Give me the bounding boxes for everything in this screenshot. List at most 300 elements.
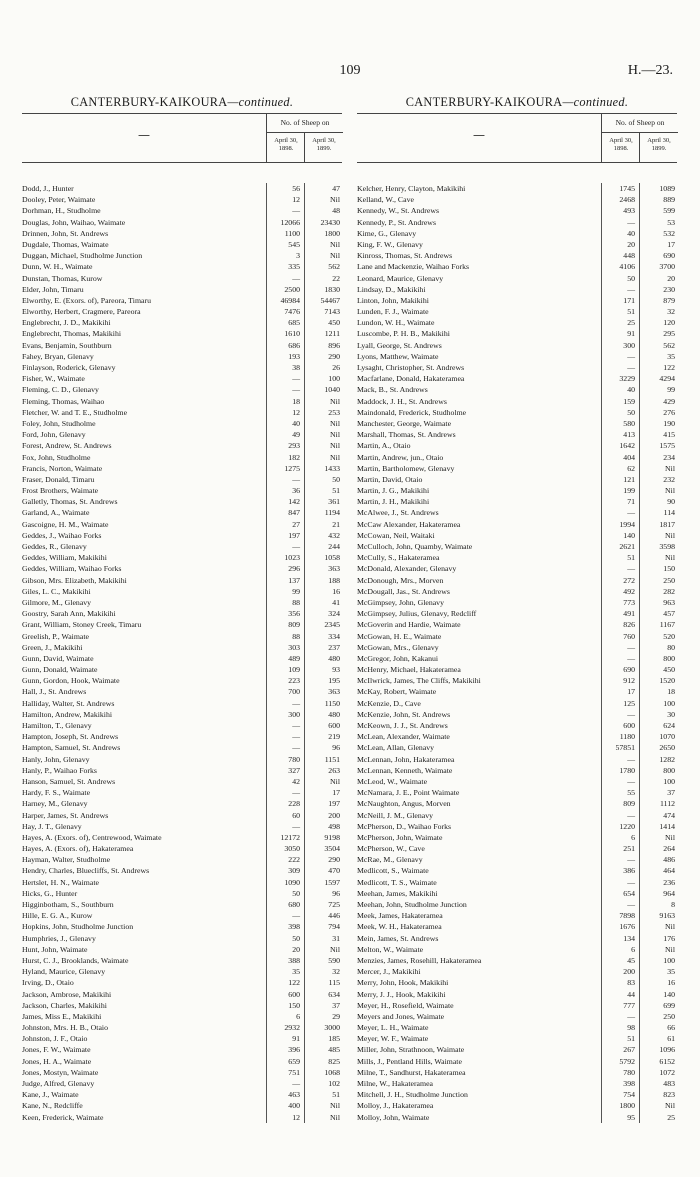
sheep-1898-cell: — <box>627 1011 635 1021</box>
table-row <box>357 1033 677 1044</box>
sheep-1898-cell: — <box>292 721 300 730</box>
sheep-1899-cell: 361 <box>328 497 340 507</box>
table-row <box>357 429 677 440</box>
sheep-1898-cell: 95 <box>627 1112 635 1122</box>
sheep-1898-cell: — <box>292 698 300 708</box>
sheep-1899-cell: 1089 <box>659 184 675 193</box>
owner-name-cell: Judge, Alfred, Glenavy <box>22 1079 95 1088</box>
sheep-1898-cell: 251 <box>623 844 635 854</box>
owner-name-cell: King, F. W., Glenavy <box>357 239 423 249</box>
sheep-1899-cell: 114 <box>663 508 675 518</box>
table-row <box>22 586 342 597</box>
table-row <box>357 619 677 630</box>
table-row <box>357 921 677 932</box>
sheep-1899-cell: 1070 <box>659 732 675 742</box>
table-row <box>22 507 342 518</box>
sheep-1898-cell: 17 <box>627 687 635 697</box>
table-row <box>22 642 342 653</box>
table-row <box>357 418 677 429</box>
sheep-1899-cell: 250 <box>663 1011 675 1021</box>
sheep-1899-cell: 32 <box>667 307 675 317</box>
sheep-1899-cell: 30 <box>667 709 675 719</box>
column-title-main: CANTERBURY-KAIKOURA <box>405 95 563 109</box>
owner-name-cell: Fahey, Bryan, Glenavy <box>22 351 94 361</box>
sheep-1899-cell: Nil <box>330 776 340 786</box>
owner-name-cell: Kinross, Thomas, St. Andrews <box>357 251 453 261</box>
date-1899-header: April 30, 1899. <box>312 137 336 152</box>
table-row <box>357 686 677 697</box>
sheep-1898-cell: 654 <box>623 888 635 898</box>
table-row <box>22 1056 342 1067</box>
sheep-1898-cell: 545 <box>288 239 300 249</box>
owner-name-cell: Hamilton, T., Glenavy <box>22 721 92 730</box>
table-row <box>357 396 677 407</box>
date-1899-header: April 30, 1899. <box>647 137 671 152</box>
owner-name-cell: McHenry, Michael, Hakateramea <box>357 665 461 675</box>
sheep-1899-cell: 32 <box>332 967 340 977</box>
sheep-1898-cell: 36 <box>292 486 300 496</box>
owner-name-cell: McKeown, J. J., St. Andrews <box>357 721 448 730</box>
sheep-1899-cell: 1040 <box>324 385 340 395</box>
sheep-1898-cell: — <box>627 363 635 372</box>
table-row <box>22 854 342 865</box>
sheep-1899-cell: 2650 <box>659 743 675 753</box>
owner-name-cell: McDougall, Jas., St. Andrews <box>357 586 450 596</box>
owner-name-cell: Gunn, Gordon, Hook, Waimate <box>22 676 120 686</box>
table-row <box>22 944 342 955</box>
owner-name-cell: Garland, A., Waimate <box>22 508 90 518</box>
table-row <box>357 586 677 597</box>
sheep-1898-cell: 18 <box>292 396 300 406</box>
table-row <box>22 1112 342 1123</box>
owner-name-cell: McLeod, W., Waimate <box>357 776 428 786</box>
owner-name-cell: Linton, John, Makikihi <box>357 295 429 305</box>
owner-name-cell: Martin, J. G., Makikihi <box>357 486 430 496</box>
owner-name-cell: Meyer, H., Rosefield, Waimate <box>357 1000 454 1010</box>
sheep-1898-cell: 1610 <box>284 329 300 339</box>
sheep-1898-cell: 20 <box>627 239 635 249</box>
table-row <box>357 631 677 642</box>
sheep-1898-cell: 42 <box>292 776 300 786</box>
sheep-1898-cell: 171 <box>623 295 635 305</box>
sheep-1898-cell: 122 <box>288 978 300 988</box>
owner-name-cell: McLean, Allan, Glenavy <box>357 743 435 753</box>
owner-name-cell: Gilmore, M., Glenavy <box>22 597 92 607</box>
sheep-1899-cell: 1211 <box>324 329 340 339</box>
table-row <box>22 205 342 216</box>
owner-name-cell: Molloy, John, Waimate <box>357 1112 430 1122</box>
table-row <box>357 194 677 205</box>
sheep-1898-cell: 303 <box>288 642 300 652</box>
owner-name-cell: Evans, Benjamin, Southburn <box>22 340 112 350</box>
sheep-1898-cell: — <box>627 642 635 652</box>
sheep-1899-cell: 290 <box>328 351 340 361</box>
table-body <box>22 183 342 1123</box>
sheep-1898-cell: 222 <box>288 855 300 865</box>
sheep-1898-cell: 600 <box>288 989 300 999</box>
owner-name-cell: Leonard, Maurice, Glenavy <box>357 273 444 283</box>
owner-name-cell: McCowan, Neil, Waitaki <box>357 530 435 540</box>
sheep-1898-cell: 51 <box>627 1034 635 1044</box>
owner-name-cell: McAlwee, J., St. Andrews <box>357 508 439 518</box>
sheep-1899-cell: 889 <box>663 195 675 205</box>
table-row <box>357 899 677 910</box>
table-row <box>22 440 342 451</box>
table-row <box>22 295 342 306</box>
owner-name-cell: Goostry, Sarah Ann, Makikihi <box>22 609 116 619</box>
sheep-1899-cell: Nil <box>330 251 340 261</box>
table-row <box>357 530 677 541</box>
table-row <box>357 250 677 261</box>
sheep-1898-cell: 463 <box>288 1090 300 1100</box>
owner-name-cell: Meehan, James, Makikihi <box>357 888 438 898</box>
table-row <box>22 261 342 272</box>
sheep-1898-cell: 20 <box>292 944 300 954</box>
table-row <box>357 384 677 395</box>
sheep-1899-cell: 800 <box>663 765 675 775</box>
sheep-1898-cell: 780 <box>288 754 300 764</box>
sheep-1899-cell: 3700 <box>659 262 675 272</box>
sheep-1898-cell: 356 <box>288 609 300 619</box>
table-row <box>22 1044 342 1055</box>
sheep-1898-cell: 7898 <box>619 911 635 921</box>
sheep-1899-cell: 16 <box>667 978 675 988</box>
table-row <box>22 541 342 552</box>
sheep-1899-cell: 1112 <box>659 799 675 809</box>
sheep-1898-cell: 489 <box>288 653 300 663</box>
sheep-1898-cell: 1780 <box>619 765 635 775</box>
owner-name-cell: Fletcher, W. and T. E., Studholme <box>22 407 128 417</box>
table-row <box>22 485 342 496</box>
sheep-1898-cell: 25 <box>627 318 635 328</box>
sheep-1898-cell: 413 <box>623 430 635 440</box>
owner-name-cell: Hertslet, H. N., Waimate <box>22 877 99 887</box>
owner-name-cell: Jones, Mostyn, Waimate <box>22 1067 99 1077</box>
sheep-1899-cell: 1817 <box>659 519 675 529</box>
sheep-1899-cell: 195 <box>328 676 340 686</box>
sheep-1899-cell: 599 <box>663 206 675 216</box>
owner-name-cell: Hanson, Samuel, St. Andrews <box>22 776 116 786</box>
sheep-1899-cell: 429 <box>663 396 675 406</box>
table-row <box>22 619 342 630</box>
table-row <box>22 452 342 463</box>
owner-name-cell: Mack, B., St. Andrews <box>357 385 428 395</box>
sheep-1898-cell: 448 <box>623 251 635 261</box>
sheep-count-header: No. of Sheep on <box>266 114 343 133</box>
table-row <box>22 575 342 586</box>
sheep-1898-cell: 398 <box>623 1079 635 1088</box>
owner-name-cell: Fraser, Donald, Timaru <box>22 474 95 484</box>
sheep-1899-cell: 1414 <box>659 821 675 831</box>
owner-name-cell: Maindonald, Frederick, Studholme <box>357 407 467 417</box>
sheep-1899-cell: 725 <box>328 900 340 909</box>
sheep-1898-cell: 3050 <box>284 844 300 854</box>
owner-name-cell: Elworthy, Herbert, Cragmere, Pareora <box>22 307 141 317</box>
sheep-1899-cell: 1096 <box>659 1045 675 1055</box>
sheep-1899-cell: 562 <box>663 340 675 350</box>
table-row <box>22 653 342 664</box>
owner-name-cell: Geddes, William, Makikihi <box>22 553 107 563</box>
owner-name-cell: Dunn, W. H., Waimate <box>22 262 93 272</box>
sheep-1898-cell: 12 <box>292 1112 300 1122</box>
sheep-1899-cell: Nil <box>330 195 340 205</box>
table-row <box>357 798 677 809</box>
table-row <box>357 452 677 463</box>
sheep-1899-cell: 122 <box>663 363 675 372</box>
table-row <box>357 653 677 664</box>
sheep-1899-cell: 483 <box>663 1079 675 1088</box>
owner-name-cell: Meek, W. H., Hakateramea <box>357 922 442 932</box>
sheep-1898-cell: 62 <box>627 463 635 473</box>
sheep-1899-cell: 879 <box>663 295 675 305</box>
table-row <box>357 340 677 351</box>
table-row <box>22 474 342 485</box>
sheep-1899-cell: 1072 <box>659 1067 675 1077</box>
table-row <box>357 597 677 608</box>
sheep-1899-cell: 324 <box>328 609 340 619</box>
owner-name-cell: Hicks, G., Hunter <box>22 888 78 898</box>
table-row <box>357 1000 677 1011</box>
table-row <box>22 463 342 474</box>
sheep-1899-cell: 450 <box>663 665 675 675</box>
table-row <box>22 631 342 642</box>
sheep-1899-cell: 47 <box>332 184 340 193</box>
sheep-1899-cell: 276 <box>663 407 675 417</box>
sheep-1898-cell: 1800 <box>619 1101 635 1111</box>
table-row <box>22 273 342 284</box>
sheep-1898-cell: 55 <box>627 788 635 798</box>
sheep-1898-cell: — <box>627 810 635 820</box>
sheep-1898-cell: 293 <box>288 441 300 451</box>
sheep-1899-cell: 1520 <box>659 676 675 686</box>
sheep-1899-cell: 2345 <box>324 620 340 630</box>
sheep-1899-cell: 25 <box>667 1112 675 1122</box>
sheep-1898-cell: 296 <box>288 564 300 574</box>
table-row <box>357 832 677 843</box>
sheep-1898-cell: 1745 <box>619 184 635 193</box>
page-number: 109 <box>339 63 361 78</box>
sheep-1899-cell: 825 <box>328 1056 340 1066</box>
sheep-1898-cell: 659 <box>288 1056 300 1066</box>
sheep-1898-cell: — <box>627 900 635 909</box>
owner-name-cell: McLennan, Kenneth, Waimate <box>357 765 453 775</box>
sheep-1899-cell: 9198 <box>324 832 340 842</box>
sheep-1899-cell: 699 <box>663 1000 675 1010</box>
owner-name-cell: Martin, J. H., Makikihi <box>357 497 430 507</box>
table-row <box>22 675 342 686</box>
sheep-1898-cell: 386 <box>623 866 635 876</box>
sheep-1899-cell: 823 <box>663 1090 675 1100</box>
owner-name-cell: Dooley, Peter, Waimate <box>22 195 96 205</box>
owner-name-cell: Johnston, J. F., Otaio <box>22 1034 88 1044</box>
owner-name-cell: Lane and Mackenzie, Waihao Forks <box>357 262 470 272</box>
table-row <box>22 1089 342 1100</box>
date-1898-header: April 30, 1898. <box>274 137 298 152</box>
sheep-1899-cell: 53 <box>667 217 675 227</box>
sheep-1898-cell: 27 <box>292 519 300 529</box>
table-row <box>22 966 342 977</box>
table-row <box>357 910 677 921</box>
sheep-1898-cell: — <box>292 788 300 798</box>
table-row <box>357 1056 677 1067</box>
table-row <box>22 1033 342 1044</box>
table-row <box>22 955 342 966</box>
owner-name-cell: Dorhman, H., Studholme <box>22 206 101 216</box>
sheep-1898-cell: 12 <box>292 195 300 205</box>
table-row <box>22 306 342 317</box>
table-row <box>357 463 677 474</box>
sheep-1899-cell: 1830 <box>324 284 340 294</box>
sheep-1899-cell: Nil <box>330 944 340 954</box>
sheep-1899-cell: 7143 <box>324 307 340 317</box>
owner-name-cell: McDonald, Alexander, Glenavy <box>357 564 457 574</box>
owner-name-cell: Dunstan, Thomas, Kurow <box>22 273 103 283</box>
sheep-1899-cell: 480 <box>328 709 340 719</box>
sheep-1898-cell: 88 <box>292 597 300 607</box>
owner-name-cell: Francis, Norton, Waimate <box>22 463 103 473</box>
owner-name-cell: Halliday, Walter, St. Andrews <box>22 698 115 708</box>
sheep-1899-cell: 29 <box>332 1011 340 1021</box>
sheep-1898-cell: 272 <box>623 575 635 585</box>
sheep-1898-cell: 1023 <box>284 553 300 563</box>
owner-name-cell: Kennedy, W., St. Andrews <box>357 206 440 216</box>
table-row <box>22 686 342 697</box>
table-row <box>357 217 677 228</box>
table-row <box>357 273 677 284</box>
table-row <box>22 407 342 418</box>
sheep-1898-cell: — <box>292 911 300 921</box>
owner-name-cell: Forest, Andrew, St. Andrews <box>22 441 112 451</box>
column-divider <box>639 183 640 1123</box>
sheep-1899-cell: 22 <box>332 273 340 283</box>
owner-name-cell: Meyers and Jones, Waimate <box>357 1011 445 1021</box>
sheep-1899-cell: 197 <box>328 799 340 809</box>
sheep-1898-cell: 580 <box>623 418 635 428</box>
sheep-1899-cell: 253 <box>328 407 340 417</box>
right-column <box>357 93 677 1123</box>
sheep-1899-cell: Nil <box>330 430 340 440</box>
table-body <box>357 183 677 1123</box>
owner-name-cell: McGimpsey, John, Glenavy <box>357 597 444 607</box>
table-row <box>357 989 677 1000</box>
sheep-1898-cell: 35 <box>292 967 300 977</box>
sheep-1898-cell: 1676 <box>619 922 635 932</box>
sheep-1899-cell: Nil <box>330 441 340 451</box>
owner-name-cell: Hay, J. T., Glenavy <box>22 821 82 831</box>
owner-name-cell: Keen, Frederick, Waimate <box>22 1112 104 1122</box>
sheep-1899-cell: 48 <box>332 206 340 216</box>
table-row <box>22 1000 342 1011</box>
sheep-1898-cell: 492 <box>623 586 635 596</box>
sheep-1898-cell: 6 <box>296 1011 300 1021</box>
owner-name-cell: Hamilton, Andrew, Makikihi <box>22 709 113 719</box>
sheep-1898-cell: 50 <box>292 888 300 898</box>
table-row <box>357 608 677 619</box>
owner-name-cell: Dugdale, Thomas, Waimate <box>22 239 109 249</box>
sheep-1898-cell: 398 <box>288 922 300 932</box>
table-row <box>22 720 342 731</box>
table-row <box>357 407 677 418</box>
table-row <box>357 821 677 832</box>
table-row <box>22 921 342 932</box>
table-row <box>22 496 342 507</box>
sheep-1898-cell: — <box>292 1079 300 1088</box>
table-row <box>22 1011 342 1022</box>
sheep-1899-cell: 17 <box>332 788 340 798</box>
owner-name-cell: Harney, M., Glenavy <box>22 799 88 809</box>
sheep-1898-cell: 109 <box>288 665 300 675</box>
sheep-1898-cell: 3 <box>296 251 300 261</box>
owner-name-cell: Hayman, Walter, Studholme <box>22 855 111 865</box>
table-row <box>357 843 677 854</box>
table-row <box>22 317 342 328</box>
sheep-1899-cell: 250 <box>663 575 675 585</box>
sheep-1898-cell: 12172 <box>280 832 300 842</box>
owner-name-cell: Molloy, J., Hakateramea <box>357 1101 434 1111</box>
sheep-1898-cell: 12 <box>292 407 300 417</box>
sheep-1899-cell: 464 <box>663 866 675 876</box>
table-row <box>22 183 342 194</box>
sheep-1899-cell: 35 <box>667 967 675 977</box>
sheep-1899-cell: 363 <box>328 687 340 697</box>
table-row <box>357 295 677 306</box>
sheep-1898-cell: 1220 <box>619 821 635 831</box>
sheep-1898-cell: — <box>627 508 635 518</box>
table-row <box>357 575 677 586</box>
sheep-1898-cell: 388 <box>288 955 300 965</box>
table-row <box>357 474 677 485</box>
sheep-1898-cell: 491 <box>623 609 635 619</box>
owner-name-cell: Duggan, Michael, Studholme Junction <box>22 251 143 261</box>
table-row <box>357 765 677 776</box>
sheep-1899-cell: 80 <box>667 642 675 652</box>
sheep-1899-cell: 120 <box>663 318 675 328</box>
sheep-1898-cell: 91 <box>627 329 635 339</box>
owner-name-cell: Manchester, George, Waimate <box>357 418 452 428</box>
table-row <box>22 250 342 261</box>
column-title <box>22 93 342 113</box>
sheep-1899-cell: 66 <box>667 1023 675 1033</box>
owner-name-cell: Irving, D., Otaio <box>22 978 74 988</box>
table-row <box>357 776 677 787</box>
sheep-1899-cell: 600 <box>328 721 340 730</box>
sheep-1898-cell: 751 <box>288 1067 300 1077</box>
owner-name-cell: McGowan, H. E., Waimate <box>357 631 442 641</box>
sheep-1898-cell: — <box>292 385 300 395</box>
sheep-1899-cell: Nil <box>330 418 340 428</box>
table-row <box>22 899 342 910</box>
sheep-1898-cell: 267 <box>623 1045 635 1055</box>
sheep-1899-cell: 50 <box>332 474 340 484</box>
sheep-1899-cell: 23430 <box>320 217 340 227</box>
owner-name-cell: Drinnen, John, St. Andrews <box>22 228 109 238</box>
table-row <box>357 742 677 753</box>
table-row <box>22 597 342 608</box>
owner-name-cell: Frost Brothers, Waimate <box>22 486 99 496</box>
sheep-1899-cell: 100 <box>663 776 675 786</box>
table-row <box>357 1011 677 1022</box>
name-column-header: — <box>138 128 150 142</box>
owner-name-cell: Gascoigne, H. M., Waimate <box>22 519 109 529</box>
owner-name-cell: Kelcher, Henry, Clayton, Makikihi <box>357 184 466 193</box>
table-row <box>357 888 677 899</box>
sheep-1899-cell: Nil <box>665 832 675 842</box>
table-row <box>357 966 677 977</box>
owner-name-cell: Elder, John, Timaru <box>22 284 84 294</box>
owner-name-cell: Merry, J. J., Hook, Makikihi <box>357 989 446 999</box>
table-row <box>22 239 342 250</box>
owner-name-cell: Kane, N., Redcliffe <box>22 1101 83 1111</box>
